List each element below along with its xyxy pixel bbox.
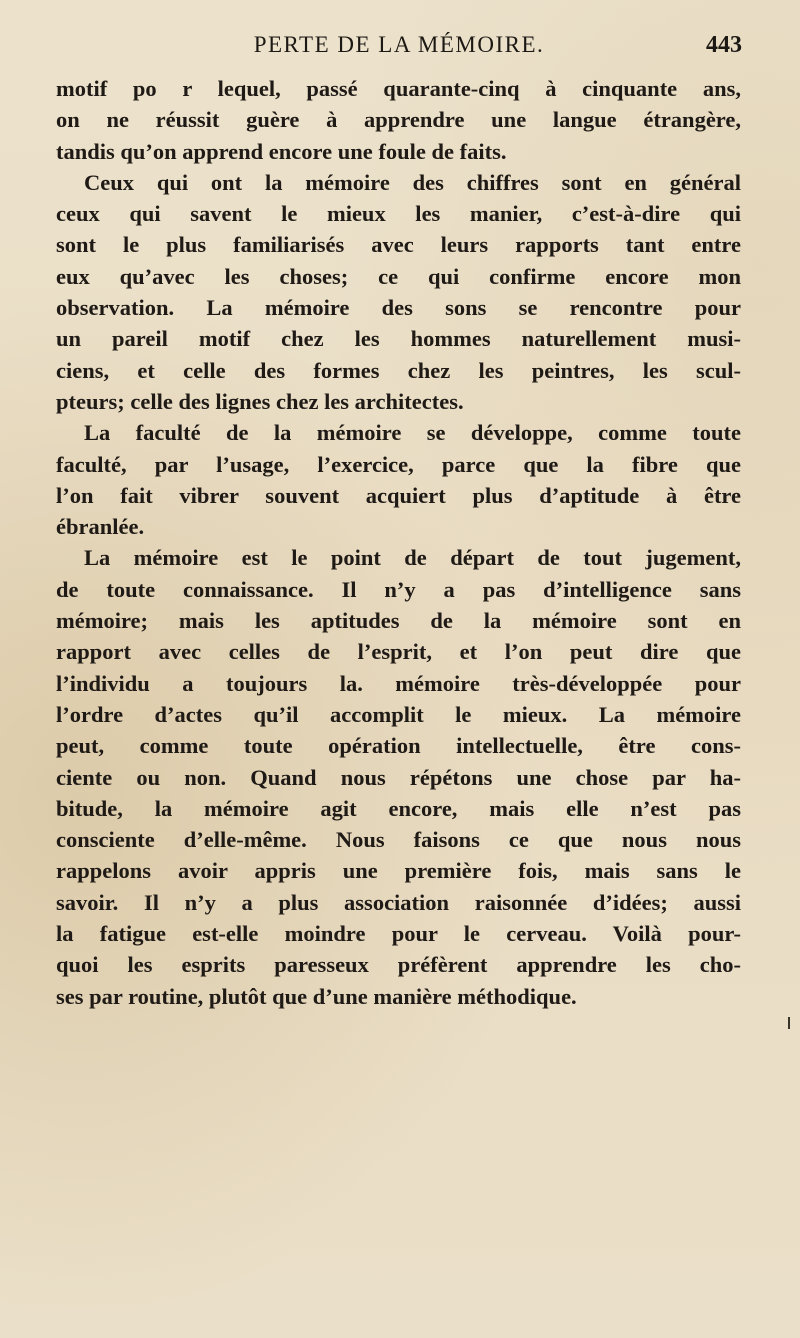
text-line: pteurs; celle des lignes chez les architectes.: [56, 388, 464, 414]
text-line: ciente ou non. Quand nous répétons une chose par ha-: [56, 764, 741, 790]
text-line: La mémoire est le point de départ de tout jugement,: [84, 545, 741, 571]
text-line: peut, comme toute opération intellectuelle, être cons-: [56, 733, 741, 759]
text-line: motif po r lequel, passé quarante-cinq à cinquante ans,: [56, 76, 741, 101]
page-body-text: [56, 73, 741, 1012]
text-line: l’on fait vibrer souvent acquiert plus d’aptitude à être: [56, 482, 741, 508]
page-header: [56, 32, 742, 62]
text-line: de toute connaissance. Il n’y a pas d’intelligence sans: [56, 576, 741, 602]
text-line: ceux qui savent le mieux les manier, c’est-à-dire qui: [56, 201, 741, 227]
text-line: savoir. Il n’y a plus association raisonnée d’idées; aussi: [56, 889, 741, 915]
text-line: rappelons avoir appris une première fois, mais sans le: [56, 858, 741, 884]
text-line: faculté, par l’usage, l’exercice, parce que la fibre que: [56, 451, 741, 477]
text-line: ébranlée.: [56, 514, 145, 540]
page-number: 443: [706, 32, 742, 58]
text-line: tandis qu’on apprend encore une foule de faits.: [56, 138, 507, 164]
text-line: mémoire; mais les aptitudes de la mémoire sont en: [56, 608, 741, 634]
text-line: Ceux qui ont la mémoire des chiffres sont en général: [84, 169, 741, 195]
text-line: l’individu a toujours la. mémoire très-développée pour: [56, 670, 741, 696]
text-line: observation. La mémoire des sons se rencontre pour: [56, 295, 741, 321]
text-line: ciens, et celle des formes chez les peintres, les scul-: [56, 357, 741, 383]
text-line: La faculté de la mémoire se développe, comme toute: [84, 420, 741, 446]
running-title: PERTE DE LA MÉMOIRE.: [253, 32, 545, 57]
text-line: bitude, la mémoire agit encore, mais elle n’est pas: [56, 795, 741, 821]
text-line: la fatigue est-elle moindre pour le cerveau. Voilà pour-: [56, 921, 741, 947]
text-line: rapport avec celles de l’esprit, et l’on peut dire que: [56, 639, 741, 665]
text-line: un pareil motif chez les hommes naturellement musi-: [56, 326, 741, 352]
text-line: consciente d’elle-même. Nous faisons ce que nous nous: [56, 827, 741, 853]
text-line: ses par routine, plutôt que d’une manière méthodique.: [56, 983, 577, 1009]
margin-mark: [788, 1017, 790, 1029]
text-line: quoi les esprits paresseux préfèrent apprendre les cho-: [56, 952, 741, 978]
text-line: sont le plus familiarisés avec leurs rapports tant entre: [56, 232, 741, 258]
text-line: on ne réussit guère à apprendre une langue étrangère,: [56, 107, 741, 133]
text-line: eux qu’avec les choses; ce qui confirme encore mon: [56, 263, 741, 289]
text-line: l’ordre d’actes qu’il accomplit le mieux. La mémoire: [56, 701, 741, 727]
